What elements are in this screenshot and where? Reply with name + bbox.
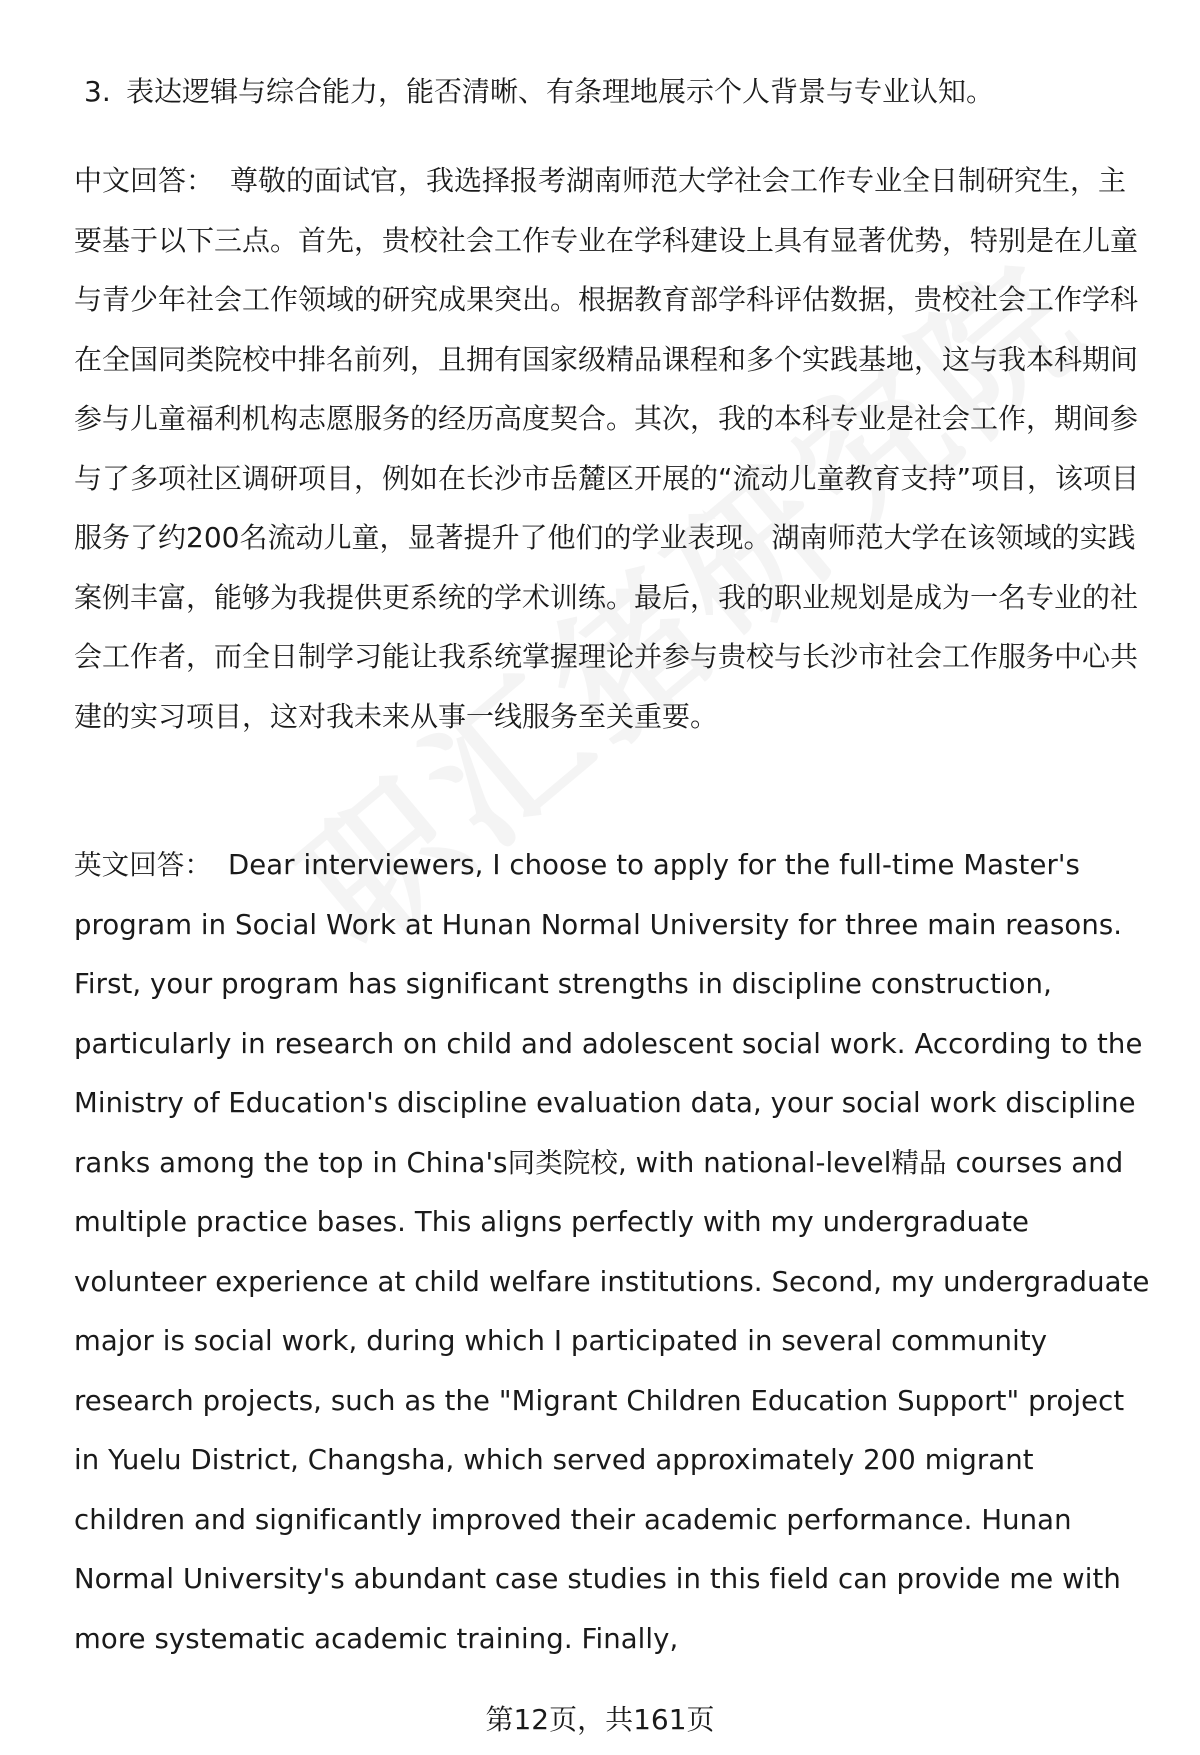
page-number-footer: 第12页，共161页	[485, 1703, 715, 1736]
chinese-answer-text: 尊敬的面试官，我选择报考湖南师范大学社会工作专业全日制研究生，主要基于以下三点。首先，贵校社会工作专业在学科建设上具有显著优势，特别是在儿童与青少年社会工作领域的研究成果突出。根据教育部学科评估数据，贵校社会工作学科在全国同类院校中排名前列，且拥有国家级精品课程和多个实践基地，这与我本科期间参与儿童福利机构志愿服务的经历高度契合。其次，我的本科专业是社会工作，期间参与了多项社区调研项目，例如在长沙市岳麓区开展的“流动儿童教育支持”项目，该项目服务了约200名流动儿童，显著提升了他们的学业表现。湖南师范大学在该领域的实践案例丰富，能够为我提供更系统的学术训练。最后，我的职业规划是成为一名专业的社会工作者，而全日制学习能让我系统掌握理论并参与贵校与长沙市社会工作服务中心共建的实习项目，这对我未来从事一线服务至关重要。	[74, 164, 1140, 733]
english-answer-paragraph	[74, 836, 1152, 1669]
list-item-3	[84, 62, 1144, 122]
english-answer-text: Dear interviewers, I choose to apply for the full-time Master's program in Social Work at Hunan Normal University for three main reasons. First, your program has significant strengths in discipline construction, particularly in research on child and adolescent social work. According to the Ministry of Education's discipline evaluation data, your social work discipline ranks among the top in China's同类院校, with national-level精品 courses and multiple practice bases. This aligns perfectly with my undergraduate volunteer experience at child welfare institutions. Second, my undergraduate major is social work, during which I participated in several community research projects, such as the "Migrant Children Education Support" project in Yuelu District, Changsha, which served approximately 200 migrant children and significantly improved their academic performance. Hunan Normal University's abundant case studies in this field can provide me with more systematic academic training. Finally,	[74, 849, 1150, 1655]
list-item-text: 表达逻辑与综合能力，能否清晰、有条理地展示个人背景与专业认知。	[126, 75, 995, 108]
chinese-answer-label: 中文回答：	[74, 164, 215, 197]
list-item-number: 3.	[84, 75, 111, 108]
chinese-answer-paragraph	[74, 151, 1152, 746]
english-answer-label: 英文回答：	[74, 849, 212, 881]
